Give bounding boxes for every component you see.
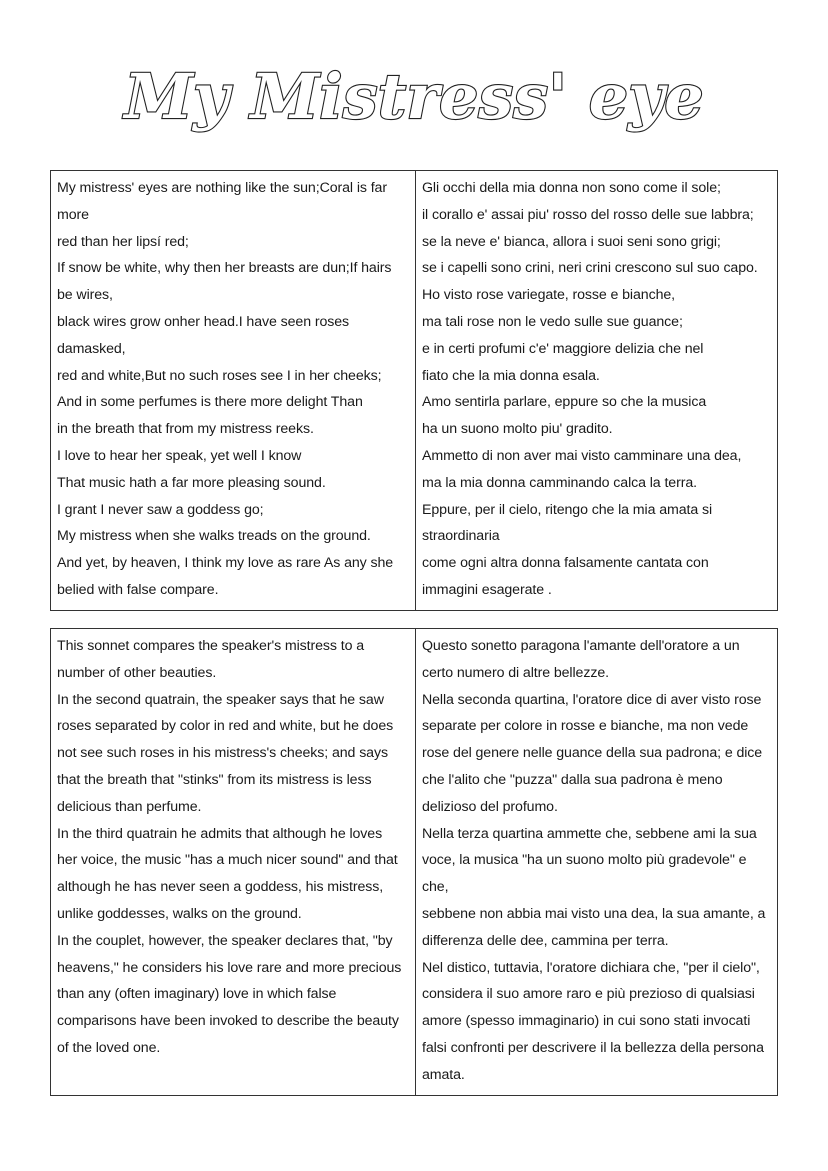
poem-italian-line: Ho visto rose variegate, rosse e bianche, [422,287,675,304]
analysis-italian-line: sebbene non abbia mai visto una dea, la sua amante, a [422,905,766,922]
page-title [0,50,828,150]
poem-english-line: be wires, [57,287,113,304]
analysis-italian-cell [416,629,778,1096]
analysis-italian-line: Nel distico, tuttavia, l'oratore dichiara che, "per il cielo", [422,959,760,976]
analysis-english-line: heavens," he considers his love rare and more precious [57,959,402,976]
poem-english-line: My mistress' eyes are nothing like the sun;Coral is far [57,180,387,196]
analysis-english-line: This sonnet compares the speaker's mistress to a [57,638,365,654]
analysis-english-line: In the couplet, however, the speaker declares that, "by [57,932,393,949]
poem-italian-line: ha un suono molto piu' gradito. [422,421,613,438]
analysis-row [51,629,778,1096]
poem-italian-cell [416,171,778,611]
title-lettering [0,50,828,150]
analysis-english-line: In the third quatrain he admits that although he loves [57,825,383,842]
analysis-italian-line: Nella terza quartina ammette che, sebbene ami la sua [422,825,757,842]
analysis-english-line: her voice, the music "has a much nicer sound" and that [57,852,398,869]
analysis-english-line: roses separated by color in red and white, but he does [57,718,394,735]
poem-english-line: That music hath a far more pleasing sound. [57,474,326,491]
poem-italian-line: se la neve e' bianca, allora i suoi seni sono grigi; [422,233,721,250]
analysis-italian-line: differenza delle dee, cammina per terra. [422,932,669,949]
poem-english-line: And yet, by heaven, I think my love as rare As any she [57,555,394,572]
analysis-italian-line: che l'alito che "puzza" dalla sua padrona è meno [422,771,723,788]
title-text: My Mistress' eye [124,60,704,133]
analysis-english-line: of the loved one. [57,1039,161,1056]
analysis-italian-line: rose del genere nelle guance della sua padrona; e dice [422,745,763,762]
poem-italian-line: straordinaria [422,528,500,545]
analysis-italian-line: amore (spesso immaginario) in cui sono stati invocati [422,1013,751,1030]
poem-english-line: red than her lipsí red; [57,233,189,250]
poem-english-line: in the breath that from my mistress reeks. [57,421,314,438]
analysis-italian-line: falsi confronti per descrivere il la bellezza della persona [422,1039,764,1056]
analysis-italian-line: voce, la musica "ha un suono molto più gradevole" e che, [422,852,747,896]
analysis-italian-line: Nella seconda quartina, l'oratore dice di aver visto rose [422,691,762,708]
analysis-english-line: that the breath that "stinks" from its mistress is less [57,771,372,788]
analysis-italian-line: considera il suo amore raro e più prezioso di qualsiasi [422,986,755,1003]
analysis-english-line: not see such roses in his mistress's cheeks; and says [57,745,388,762]
poem-italian-line: Gli occhi della mia donna non sono come il sole; [422,180,721,196]
poem-italian-line: e in certi profumi c'e' maggiore delizia che nel [422,340,704,357]
analysis-english-line: although he has never seen a goddess, his mistress, [57,879,384,896]
poem-italian-line: Ammetto di non aver mai visto camminare una dea, [422,447,742,464]
analysis-english-line: number of other beauties. [57,664,217,681]
poem-italian-line: ma tali rose non le vedo sulle sue guance; [422,313,683,330]
analysis-english-line: comparisons have been invoked to describe the beauty [57,1013,399,1030]
poem-italian-line: come ogni altra donna falsamente cantata con [422,555,709,572]
analysis-italian-line: Questo sonetto paragona l'amante dell'oratore a un [422,638,740,654]
poem-english-line: My mistress when she walks treads on the ground. [57,528,371,545]
poem-italian-line: se i capelli sono crini, neri crini crescono sul suo capo. [422,260,758,277]
analysis-english-line: In the second quatrain, the speaker says that he saw [57,691,384,708]
poem-english-line: And in some perfumes is there more delight Than [57,394,363,411]
poem-italian-line: ma la mia donna camminando calca la terra. [422,474,697,491]
poem-table [50,170,778,611]
analysis-italian-line: delizioso del profumo. [422,798,558,815]
analysis-table [50,628,778,1096]
poem-italian-line: Eppure, per il cielo, ritengo che la mia amata si [422,501,713,518]
poem-english-line: more [57,206,89,223]
poem-english-line: I love to hear her speak, yet well I know [57,447,302,464]
poem-italian-line: immagini esagerate . [422,581,552,598]
analysis-english-line: delicious than perfume. [57,798,202,815]
poem-italian-line: fiato che la mia donna esala. [422,367,600,384]
poem-english-line: red and white,But no such roses see I in her cheeks; [57,367,382,384]
poem-italian-line: Amo sentirla parlare, eppure so che la musica [422,394,707,411]
analysis-italian-line: certo numero di altre bellezze. [422,664,609,681]
poem-english-cell [51,171,416,611]
poem-english-line: damasked, [57,340,126,357]
poem-italian-line: il corallo e' assai piu' rosso del rosso delle sue labbra; [422,206,754,223]
poem-row [51,171,778,611]
analysis-english-cell [51,629,416,1096]
poem-english-line: I grant I never saw a goddess go; [57,501,264,518]
analysis-italian-line: amata. [422,1066,465,1083]
analysis-english-line: unlike goddesses, walks on the ground. [57,905,302,922]
analysis-english-line: than any (often imaginary) love in which false [57,986,337,1003]
poem-english-line: If snow be white, why then her breasts are dun;If hairs [57,260,392,277]
poem-english-line: belied with false compare. [57,581,219,598]
poem-english-line: black wires grow onher head.I have seen roses [57,313,350,330]
analysis-italian-line: separate per colore in rosse e bianche, ma non vede [422,718,749,735]
